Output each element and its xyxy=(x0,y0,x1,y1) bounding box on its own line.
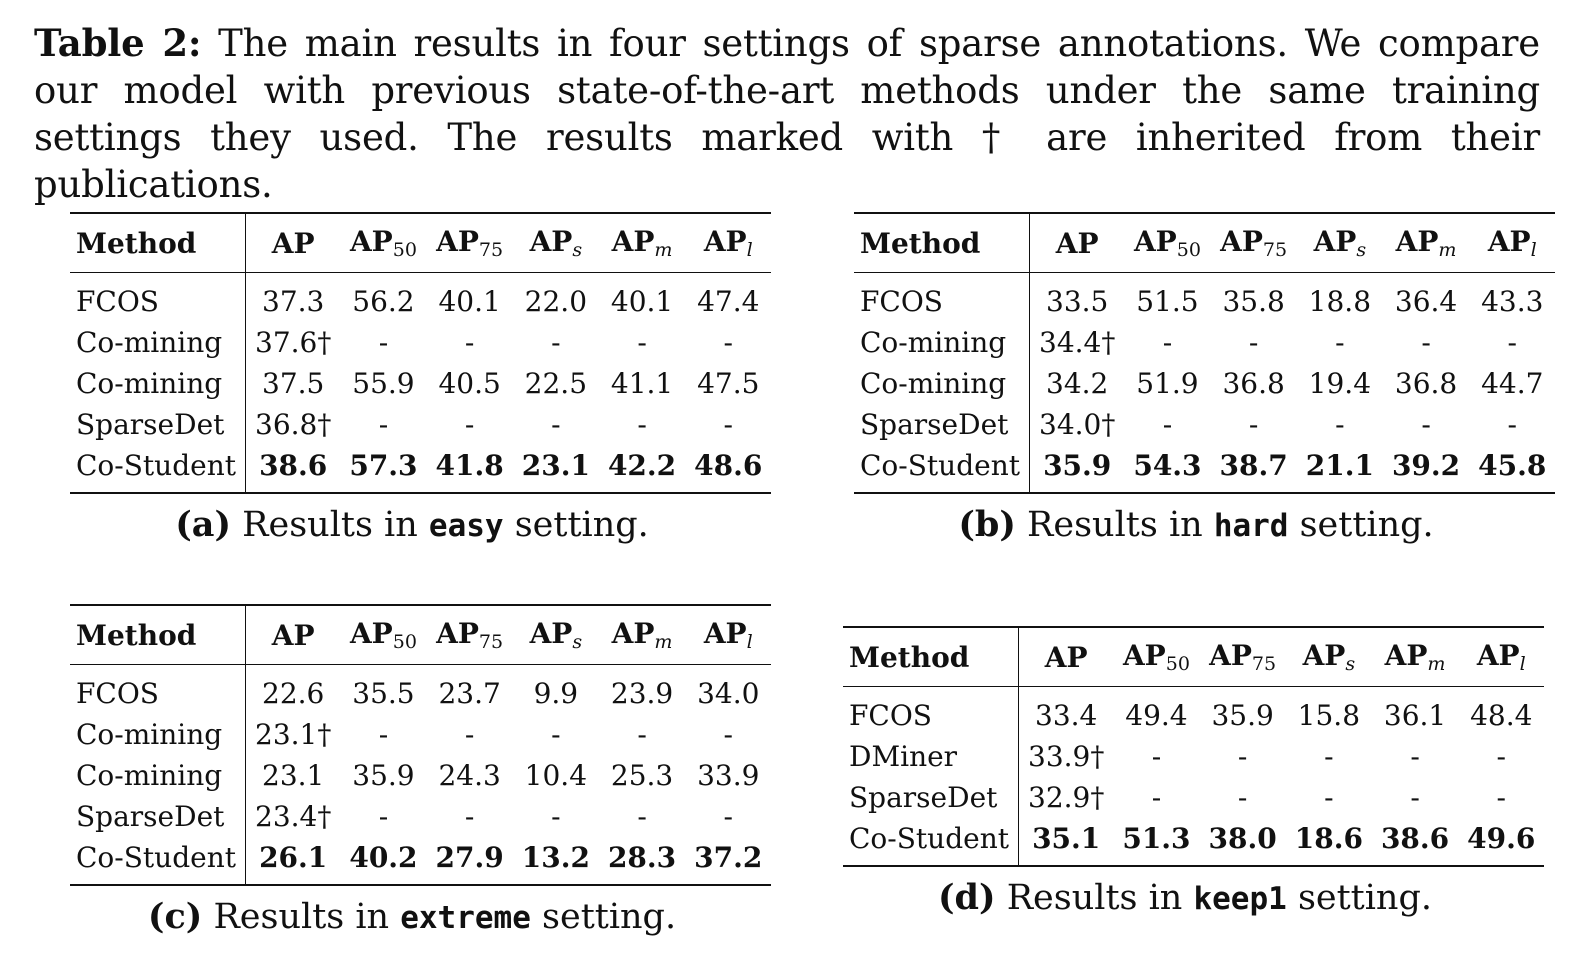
method-cell: FCOS xyxy=(70,665,246,715)
value-cell: 35.5 xyxy=(352,677,415,710)
subcaption-keep1: (d) Results in keep1 setting. xyxy=(937,877,1433,918)
value-cell: 38.6 xyxy=(1380,822,1450,855)
header-row xyxy=(70,213,771,273)
value-cell: 36.8† xyxy=(255,408,332,441)
method-cell: SparseDet xyxy=(70,404,246,445)
header-row xyxy=(854,213,1555,273)
value-cell: 47.4 xyxy=(697,285,760,318)
value-cell: 43.3 xyxy=(1481,285,1544,318)
value-cell: 37.5 xyxy=(262,367,325,400)
value-cell: 40.1 xyxy=(438,285,501,318)
value-cell: 49.6 xyxy=(1467,822,1536,855)
value-cell: 44.7 xyxy=(1481,367,1544,400)
method-cell: Co-Student xyxy=(854,445,1030,493)
value-cell: 22.5 xyxy=(524,367,588,400)
header-ap50: $AP_{50}$ xyxy=(1122,639,1190,675)
value-cell: 45.8 xyxy=(1478,449,1547,482)
value-cell: 47.5 xyxy=(697,367,760,400)
value-cell: 9.9 xyxy=(533,677,579,710)
method-cell: Co-mining xyxy=(70,322,246,363)
value-cell: 13.2 xyxy=(521,841,590,874)
value-cell: 23.1† xyxy=(255,718,332,751)
header-apl: $AP_l$ xyxy=(1487,225,1537,261)
header-apl: $AP_l$ xyxy=(703,617,753,653)
value-cell: 37.6† xyxy=(255,326,332,359)
header-ap75: $AP_{75}$ xyxy=(1209,639,1277,675)
value-cell: 35.1 xyxy=(1032,822,1101,855)
table-row xyxy=(854,273,1555,323)
value-cell: 54.3 xyxy=(1133,449,1202,482)
value-cell: - xyxy=(378,800,389,833)
table-row xyxy=(70,837,771,885)
method-cell: FCOS xyxy=(854,273,1030,323)
value-cell: 40.2 xyxy=(349,841,418,874)
value-cell: - xyxy=(1507,408,1517,441)
method-cell: Co-Student xyxy=(70,445,246,493)
method-cell: Co-mining xyxy=(70,755,246,796)
value-cell: 23.9 xyxy=(610,677,674,710)
value-cell: 35.8 xyxy=(1222,285,1285,318)
method-cell: SparseDet xyxy=(854,404,1030,445)
table-caption-label: Table 2: xyxy=(34,21,202,65)
value-cell: - xyxy=(723,408,733,441)
value-cell: - xyxy=(464,718,475,751)
value-cell: - xyxy=(1335,408,1345,441)
value-cell: 28.3 xyxy=(607,841,677,874)
value-cell: - xyxy=(1324,781,1334,814)
header-ap75: $AP_{75}$ xyxy=(436,617,504,653)
value-cell: - xyxy=(1162,326,1173,359)
value-cell: - xyxy=(464,326,475,359)
table-row xyxy=(854,445,1555,493)
value-cell: 36.8 xyxy=(1394,367,1458,400)
value-cell: 32.9† xyxy=(1028,781,1105,814)
header-ap50: $AP_{50}$ xyxy=(349,617,417,653)
value-cell: 15.8 xyxy=(1297,699,1361,732)
value-cell: - xyxy=(551,718,561,751)
subcaption-hard: (b) Results in hard setting. xyxy=(958,504,1434,545)
value-cell: 33.4 xyxy=(1035,699,1098,732)
value-cell: - xyxy=(637,326,647,359)
table-row xyxy=(70,445,771,493)
value-cell: 22.0 xyxy=(524,285,588,318)
value-cell: - xyxy=(1496,781,1506,814)
header-apm: $AP_m$ xyxy=(611,225,673,261)
value-cell: 51.9 xyxy=(1136,367,1199,400)
value-cell: 25.3 xyxy=(610,759,674,792)
method-cell: SparseDet xyxy=(843,777,1019,818)
value-cell: 37.3 xyxy=(262,285,325,318)
value-cell: - xyxy=(723,800,733,833)
table-row xyxy=(843,736,1544,777)
value-cell: 38.6 xyxy=(259,449,328,482)
value-cell: 35.9 xyxy=(352,759,415,792)
header-apm: $AP_m$ xyxy=(1395,225,1457,261)
results-table-keep1 xyxy=(843,626,1544,867)
table-row xyxy=(70,755,771,796)
value-cell: - xyxy=(1237,740,1248,773)
header-aps: $AP_s$ xyxy=(1302,639,1356,675)
value-cell: - xyxy=(723,326,733,359)
header-ap: AP xyxy=(271,226,315,260)
subcaption-extreme: (c) Results in extreme setting. xyxy=(147,896,677,937)
value-cell: 23.7 xyxy=(438,677,501,710)
value-cell: 49.4 xyxy=(1125,699,1188,732)
value-cell: 34.0 xyxy=(697,677,760,710)
subcaption-easy: (a) Results in easy setting. xyxy=(175,504,649,545)
value-cell: - xyxy=(1421,326,1431,359)
table-row xyxy=(70,796,771,837)
table-row xyxy=(70,404,771,445)
value-cell: 21.1 xyxy=(1305,449,1374,482)
value-cell: 23.1 xyxy=(262,759,325,792)
method-cell: DMiner xyxy=(843,736,1019,777)
value-cell: 55.9 xyxy=(352,367,415,400)
header-method: Method xyxy=(854,213,1030,273)
value-cell: 38.0 xyxy=(1208,822,1277,855)
value-cell: - xyxy=(1162,408,1173,441)
table-row xyxy=(854,404,1555,445)
value-cell: 35.9 xyxy=(1043,449,1112,482)
value-cell: - xyxy=(1496,740,1506,773)
header-ap50: $AP_{50}$ xyxy=(349,225,417,261)
value-cell: 34.2 xyxy=(1046,367,1109,400)
method-cell: Co-mining xyxy=(854,363,1030,404)
value-cell: 39.2 xyxy=(1391,449,1461,482)
method-cell: Co-mining xyxy=(70,714,246,755)
header-ap75: $AP_{75}$ xyxy=(436,225,504,261)
value-cell: 22.6 xyxy=(262,677,325,710)
value-cell: - xyxy=(1410,740,1420,773)
value-cell: 26.1 xyxy=(259,841,328,874)
value-cell: - xyxy=(378,718,389,751)
header-ap: AP xyxy=(1055,226,1099,260)
value-cell: 36.4 xyxy=(1394,285,1458,318)
value-cell: - xyxy=(1410,781,1420,814)
table-row xyxy=(70,273,771,323)
value-cell: 38.7 xyxy=(1219,449,1288,482)
value-cell: 33.5 xyxy=(1046,285,1109,318)
value-cell: 48.4 xyxy=(1470,699,1533,732)
table-row xyxy=(843,818,1544,866)
header-row xyxy=(70,605,771,665)
table-row xyxy=(854,322,1555,363)
value-cell: - xyxy=(723,718,733,751)
header-aps: $AP_s$ xyxy=(529,617,583,653)
table-row xyxy=(843,687,1544,737)
table-caption-text: The main results in four settings of sparse annotations. We compare our model with previous state-of-the-art methods under the same training settings they used. The results marked with † are inherited from their publications. xyxy=(34,22,1540,206)
header-apl: $AP_l$ xyxy=(703,225,753,261)
value-cell: 33.9 xyxy=(697,759,760,792)
value-cell: - xyxy=(464,800,475,833)
value-cell: 36.8 xyxy=(1222,367,1285,400)
value-cell: - xyxy=(1324,740,1334,773)
value-cell: 57.3 xyxy=(349,449,418,482)
value-cell: - xyxy=(1151,781,1162,814)
value-cell: 23.1 xyxy=(521,449,590,482)
table-row xyxy=(70,665,771,715)
value-cell: - xyxy=(637,718,647,751)
results-table-easy xyxy=(70,212,771,494)
table-row xyxy=(70,714,771,755)
value-cell: 10.4 xyxy=(524,759,588,792)
value-cell: 33.9† xyxy=(1028,740,1105,773)
value-cell: 23.4† xyxy=(255,800,332,833)
header-method: Method xyxy=(70,605,246,665)
value-cell: - xyxy=(378,326,389,359)
header-row xyxy=(843,627,1544,687)
value-cell: 41.1 xyxy=(610,367,674,400)
value-cell: - xyxy=(551,326,561,359)
value-cell: 48.6 xyxy=(694,449,763,482)
header-aps: $AP_s$ xyxy=(529,225,583,261)
value-cell: 41.8 xyxy=(435,449,504,482)
value-cell: - xyxy=(551,800,561,833)
value-cell: - xyxy=(637,800,647,833)
method-cell: Co-Student xyxy=(843,818,1019,866)
header-aps: $AP_s$ xyxy=(1313,225,1367,261)
value-cell: 51.3 xyxy=(1122,822,1191,855)
value-cell: 36.1 xyxy=(1383,699,1447,732)
panel-extreme xyxy=(70,604,763,937)
header-ap50: $AP_{50}$ xyxy=(1133,225,1201,261)
table-row xyxy=(70,363,771,404)
value-cell: - xyxy=(1237,781,1248,814)
header-ap: AP xyxy=(1044,640,1088,674)
value-cell: 34.4† xyxy=(1039,326,1116,359)
panel-hard xyxy=(854,212,1547,545)
panel-easy xyxy=(70,212,763,545)
value-cell: 35.9 xyxy=(1211,699,1274,732)
header-apm: $AP_m$ xyxy=(1384,639,1446,675)
value-cell: - xyxy=(1335,326,1345,359)
value-cell: 18.8 xyxy=(1308,285,1372,318)
value-cell: - xyxy=(464,408,475,441)
panel-keep1 xyxy=(843,626,1536,918)
value-cell: - xyxy=(551,408,561,441)
header-apm: $AP_m$ xyxy=(611,617,673,653)
method-cell: Co-mining xyxy=(854,322,1030,363)
value-cell: - xyxy=(1421,408,1431,441)
value-cell: 18.6 xyxy=(1294,822,1363,855)
method-cell: Co-mining xyxy=(70,363,246,404)
table-row xyxy=(854,363,1555,404)
value-cell: 42.2 xyxy=(607,449,677,482)
header-method: Method xyxy=(70,213,246,273)
table-row xyxy=(843,777,1544,818)
value-cell: 34.0† xyxy=(1039,408,1116,441)
header-ap: AP xyxy=(271,618,315,652)
value-cell: 27.9 xyxy=(435,841,504,874)
value-cell: 40.5 xyxy=(438,367,501,400)
value-cell: - xyxy=(1248,408,1259,441)
results-table-hard xyxy=(854,212,1555,494)
value-cell: 56.2 xyxy=(352,285,415,318)
method-cell: FCOS xyxy=(70,273,246,323)
table-caption xyxy=(34,20,1540,208)
value-cell: - xyxy=(378,408,389,441)
method-cell: SparseDet xyxy=(70,796,246,837)
header-method: Method xyxy=(843,627,1019,687)
results-table-extreme xyxy=(70,604,771,886)
value-cell: - xyxy=(1248,326,1259,359)
method-cell: FCOS xyxy=(843,687,1019,737)
value-cell: 51.5 xyxy=(1136,285,1199,318)
value-cell: - xyxy=(637,408,647,441)
value-cell: 37.2 xyxy=(694,841,763,874)
value-cell: 19.4 xyxy=(1308,367,1372,400)
value-cell: - xyxy=(1151,740,1162,773)
header-apl: $AP_l$ xyxy=(1476,639,1526,675)
header-ap75: $AP_{75}$ xyxy=(1220,225,1288,261)
table-row xyxy=(70,322,771,363)
value-cell: 24.3 xyxy=(438,759,501,792)
value-cell: - xyxy=(1507,326,1517,359)
value-cell: 40.1 xyxy=(610,285,674,318)
method-cell: Co-Student xyxy=(70,837,246,885)
